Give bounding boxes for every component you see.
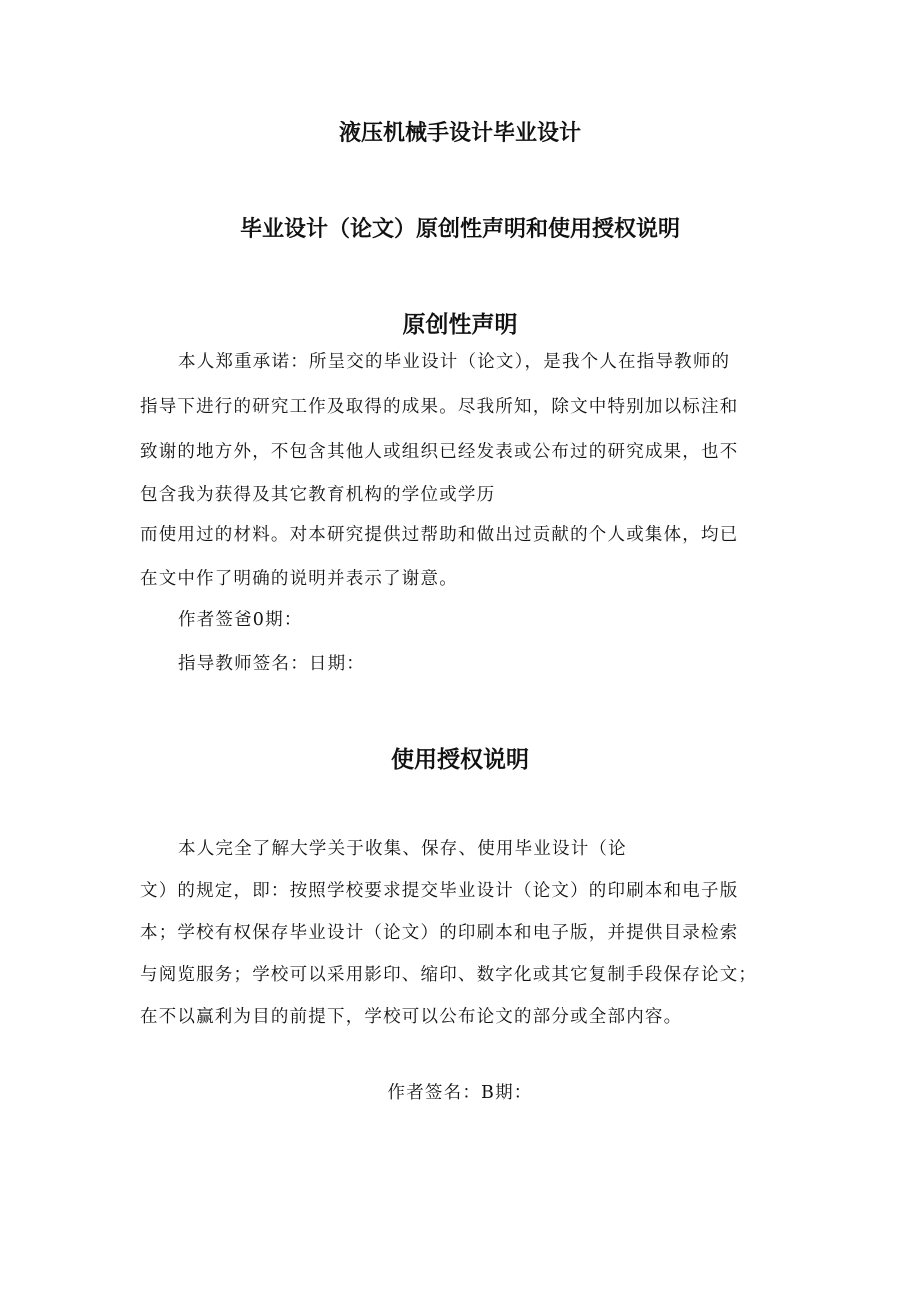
statement-title: 毕业设计（论文）原创性声明和使用授权说明: [239, 217, 680, 242]
authorization-paragraph-line: 本；学校有权保存毕业设计（论文）的印刷本和电子版，并提供目录检索: [140, 923, 739, 943]
authorization-paragraph-line: 在不以赢利为目的前提下，学校可以公布论文的部分或全部内容。: [140, 1007, 683, 1027]
originality-paragraph-line: 包含我为获得及其它教育机构的学位或学历: [140, 485, 496, 505]
authorization-heading: 使用授权说明: [391, 747, 529, 773]
document-title: 液压机械手设计毕业设计: [338, 121, 581, 146]
author-signature-line: 作者签爸0期：: [178, 610, 303, 630]
authorization-paragraph-line: 本人完全了解大学关于收集、保存、使用毕业设计（论: [178, 839, 627, 859]
originality-paragraph-line: 在文中作了明确的说明并表示了谢意。: [140, 569, 458, 589]
originality-paragraph-line: 而使用过的材料。对本研究提供过帮助和做出过贡献的个人或集体，均已: [140, 525, 739, 545]
authorization-author-signature-line: 作者签名：B期：: [387, 1083, 533, 1103]
authorization-paragraph-line: 文）的规定，即：按照学校要求提交毕业设计（论文）的印刷本和电子版: [140, 881, 739, 901]
originality-paragraph-line: 本人郑重承诺：所呈交的毕业设计（论文），是我个人在指导教师的: [178, 352, 731, 372]
originality-paragraph-line: 致谢的地方外，不包含其他人或组织已经发表或公布过的研究成果，也不: [140, 442, 739, 462]
authorization-paragraph-line: 与阅览服务；学校可以采用影印、缩印、数字化或其它复制手段保存论文；: [140, 965, 758, 985]
advisor-signature-line: 指导教师签名：日期：: [178, 654, 365, 674]
originality-paragraph-line: 指导下进行的研究工作及取得的成果。尽我所知，除文中特别加以标注和: [140, 397, 739, 417]
originality-heading: 原创性声明: [402, 312, 518, 338]
